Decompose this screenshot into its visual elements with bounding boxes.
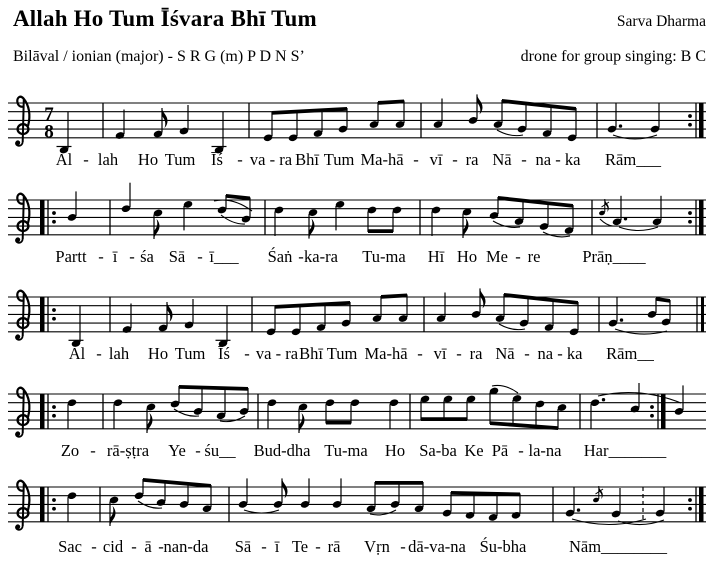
note xyxy=(212,112,227,154)
lyric-syllable: - xyxy=(298,247,304,266)
lyric-syllable: Īś xyxy=(218,344,230,363)
lyric-syllable: Me xyxy=(486,247,508,266)
note xyxy=(462,208,472,238)
note xyxy=(153,108,168,138)
lyric-syllable: Ma-hā xyxy=(360,150,404,169)
lyric-syllable: Ye xyxy=(168,441,186,460)
staff-1 xyxy=(8,94,706,154)
lyric-syllable: Rām___ xyxy=(605,150,661,169)
beam-group xyxy=(266,301,351,336)
treble-clef-icon xyxy=(15,481,29,530)
lyric-syllable: Ho xyxy=(147,344,169,363)
lyric-syllable: Sā xyxy=(234,537,252,556)
lyric-syllable: Prāṇ____ xyxy=(582,247,646,266)
lyric-syllable: nan-da xyxy=(163,537,209,556)
note xyxy=(158,302,173,332)
lyric-syllable: ī xyxy=(112,247,118,266)
note xyxy=(611,488,621,518)
note xyxy=(332,478,342,508)
lyric-syllable: Ho xyxy=(137,150,159,169)
staff-2 xyxy=(8,183,706,243)
lyric-syllable: Tu-ma xyxy=(362,247,406,266)
note xyxy=(300,478,310,508)
slur-tie xyxy=(613,135,657,139)
lyric-syllable: lah xyxy=(108,344,130,363)
svg-text:8: 8 xyxy=(44,121,54,143)
lyric-syllable: ka-ra xyxy=(304,247,338,266)
note xyxy=(650,103,660,133)
lyric-syllable: - xyxy=(400,537,406,556)
lyric-syllable: Rām__ xyxy=(606,344,654,363)
lyric-syllable: Tum xyxy=(174,344,206,363)
lyric-syllable: Śu-bha xyxy=(479,537,527,556)
note xyxy=(630,383,640,413)
note xyxy=(655,487,665,517)
note xyxy=(67,191,77,221)
note xyxy=(389,398,399,428)
lyric-syllable: - xyxy=(195,441,201,460)
time-signature xyxy=(44,104,54,143)
lyric-syllable: - xyxy=(98,247,104,266)
lyric-syllable: - xyxy=(197,247,203,266)
beam-group xyxy=(372,294,408,323)
lyric-syllable: - xyxy=(96,344,102,363)
lyric-syllable: - xyxy=(521,150,527,169)
lyric-syllable: na - ka xyxy=(537,344,583,363)
lyric-syllable: - xyxy=(129,247,135,266)
lyric-syllable: - xyxy=(456,344,462,363)
slur-tie xyxy=(600,219,613,226)
lyric-syllable: - xyxy=(244,344,250,363)
treble-clef-icon xyxy=(15,388,29,437)
lyric-syllable: - xyxy=(237,150,243,169)
lyric-syllable: - xyxy=(158,537,164,556)
lyric-syllable: Nām________ xyxy=(568,537,668,556)
lyric-syllable: Tum xyxy=(323,150,355,169)
mode-line: Bilāval / ionian (major) - S R G (m) P D N S’ xyxy=(13,48,305,65)
note xyxy=(122,304,132,334)
lyric-syllable: - xyxy=(261,537,267,556)
beam-group xyxy=(263,107,348,142)
lyric-syllable: Vṛn xyxy=(364,537,390,556)
beam-group xyxy=(489,387,567,430)
lyric-syllable: - xyxy=(417,344,423,363)
lyric-syllable: Al xyxy=(68,344,86,363)
note xyxy=(238,478,248,508)
slur-tie xyxy=(370,510,396,515)
lyric-syllable: ra xyxy=(465,150,479,169)
beam-group xyxy=(369,100,405,129)
beam-group xyxy=(367,206,402,233)
lyric-syllable: Bud-dha xyxy=(253,441,311,460)
lyric-syllable: Bhī xyxy=(295,150,319,169)
lyric-syllable: vī xyxy=(433,344,447,363)
lyric-syllable: ra xyxy=(469,344,483,363)
note xyxy=(67,398,77,428)
lyric-syllable: - xyxy=(131,537,137,556)
page-title: Allah Ho Tum Īśvara Bhī Tum xyxy=(13,6,317,31)
lyric-syllable: Nā xyxy=(492,150,512,169)
lyric-syllable: Ho xyxy=(456,247,478,266)
lyric-syllable: Pā xyxy=(491,441,509,460)
drone-line: drone for group singing: B C xyxy=(520,48,706,65)
grace-note xyxy=(598,199,609,216)
lyric-syllable: - xyxy=(90,441,96,460)
lyric-syllable: - xyxy=(518,441,524,460)
staff-4 xyxy=(8,383,706,437)
lyric-syllable: Al xyxy=(55,150,73,169)
note xyxy=(57,112,72,154)
lyric-syllable: ī___ xyxy=(209,247,239,266)
note xyxy=(113,398,123,428)
note xyxy=(121,183,131,213)
beam-group xyxy=(647,297,671,326)
lyric-syllable: - xyxy=(91,537,97,556)
note xyxy=(216,306,231,348)
lyric-syllable: Partt xyxy=(55,247,87,266)
lyric-syllable: Ho xyxy=(384,441,406,460)
lyric-syllable: Tu-ma xyxy=(324,441,368,460)
note xyxy=(69,306,84,348)
treble-clef-icon xyxy=(15,97,29,146)
beam-group xyxy=(489,196,574,235)
note xyxy=(274,206,284,236)
slur-tie xyxy=(619,227,658,231)
lyric-syllable: - xyxy=(452,150,458,169)
grace-note xyxy=(592,486,603,503)
attribution: Sarva Dharma xyxy=(616,13,706,30)
lyric-syllable: śa xyxy=(140,247,154,266)
note xyxy=(308,208,318,238)
staff-5 xyxy=(8,478,706,530)
slur-tie xyxy=(221,215,245,224)
lyric-syllable: Ke xyxy=(464,441,484,460)
treble-clef-icon xyxy=(15,194,29,243)
beam-group xyxy=(366,481,424,513)
beam-group xyxy=(420,395,476,421)
lyric-syllable: Zo xyxy=(60,441,80,460)
lyric-syllable: Har_______ xyxy=(583,441,667,460)
lyric-syllable: rā-ṣṭra xyxy=(106,441,150,460)
lyric-syllable: Ma-hā xyxy=(364,344,408,363)
lyric-syllable: va - ra xyxy=(255,344,299,363)
lyric-syllable: rā xyxy=(327,537,341,556)
staff-3 xyxy=(8,288,706,348)
lyric-syllable: cid xyxy=(102,537,124,556)
treble-clef-icon xyxy=(15,291,29,340)
lyric-syllable: Tum xyxy=(164,150,196,169)
note xyxy=(431,206,441,236)
lyric-syllable: na - ka xyxy=(535,150,581,169)
lyric-syllable: Sa-ba xyxy=(419,441,457,460)
lyric-syllable: - xyxy=(515,247,521,266)
svg-text:7: 7 xyxy=(44,104,54,125)
lyric-syllable: Tum xyxy=(326,344,358,363)
lyric-syllable: Śaṅ xyxy=(267,247,293,266)
lyric-syllable: ī xyxy=(274,537,280,556)
lyric-syllable: - xyxy=(413,150,419,169)
lyric-syllable: ā xyxy=(144,537,152,556)
lyric-syllable: vī xyxy=(429,150,443,169)
lyric-syllable: va - ra xyxy=(249,150,293,169)
lyric-syllable: Nā xyxy=(495,344,515,363)
lyric-syllable: Hī xyxy=(427,247,445,266)
lyric-syllable: - xyxy=(315,537,321,556)
lyric-syllable: Īś xyxy=(211,150,223,169)
lyric-syllable: Bhī xyxy=(299,344,323,363)
lyric-syllable: - xyxy=(524,344,530,363)
lyric-syllable: Sac xyxy=(58,537,82,556)
lyric-syllable: śu__ xyxy=(204,441,236,460)
lyric-syllable: Sā xyxy=(168,247,186,266)
lyric-syllable: - xyxy=(83,150,89,169)
lyric-syllable: la-na xyxy=(528,441,562,460)
note xyxy=(267,398,277,428)
lyric-syllable: lah xyxy=(97,150,119,169)
lyric-syllable: Te xyxy=(291,537,309,556)
lyric-syllable: dā-va-na xyxy=(408,537,466,556)
note xyxy=(67,491,77,521)
lyric-syllable: re xyxy=(527,247,541,266)
note xyxy=(115,110,125,140)
